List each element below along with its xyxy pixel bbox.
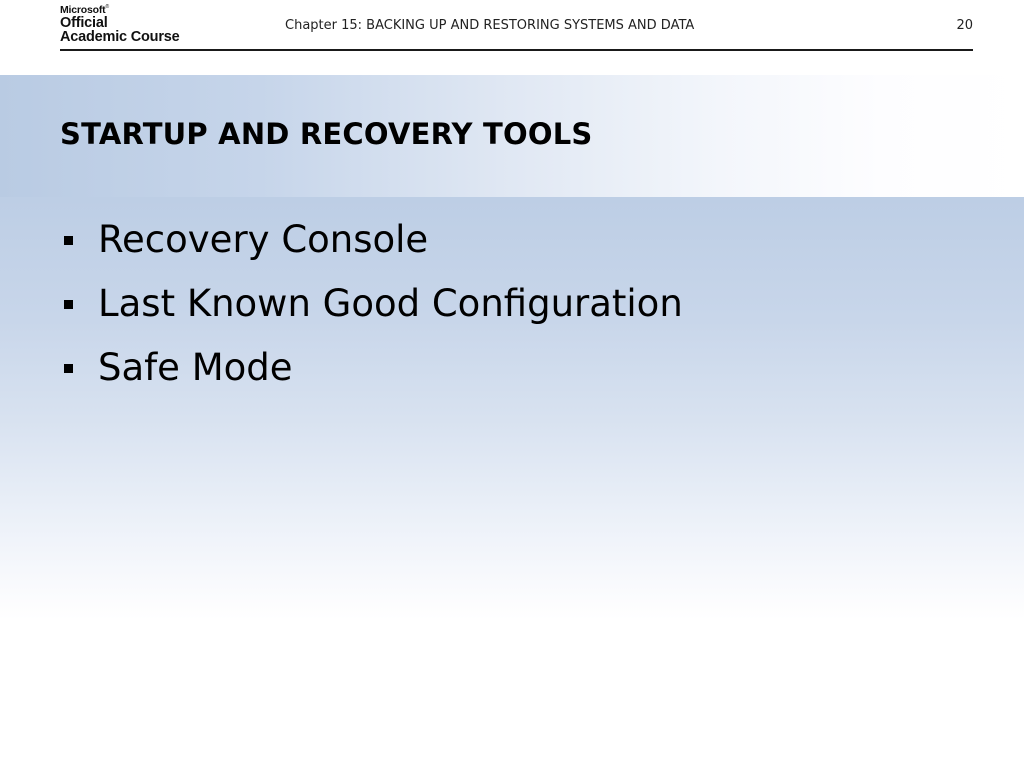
logo-line-academic-course: Academic Course (60, 29, 180, 45)
header-rule (60, 49, 973, 51)
bullet-item (60, 280, 683, 344)
bullet-item (60, 344, 683, 408)
bullet-list (60, 216, 683, 408)
chapter-heading: Chapter 15: BACKING UP AND RESTORING SYSTEMS AND DATA (285, 18, 695, 33)
slide-title: STARTUP AND RECOVERY TOOLS (60, 117, 593, 151)
bullet-text: Recovery Console (98, 218, 429, 261)
logo-line-official: Official (60, 14, 108, 31)
bullet-item (60, 216, 683, 280)
logo-brand: Microsoft® (60, 4, 109, 16)
page-number: 20 (956, 18, 973, 33)
square-bullet-icon (64, 300, 73, 309)
square-bullet-icon (64, 364, 73, 373)
bullet-text: Safe Mode (98, 346, 293, 389)
microsoft-official-academic-course-logo (60, 5, 180, 45)
square-bullet-icon (64, 236, 73, 245)
bullet-text: Last Known Good Configuration (98, 282, 683, 325)
